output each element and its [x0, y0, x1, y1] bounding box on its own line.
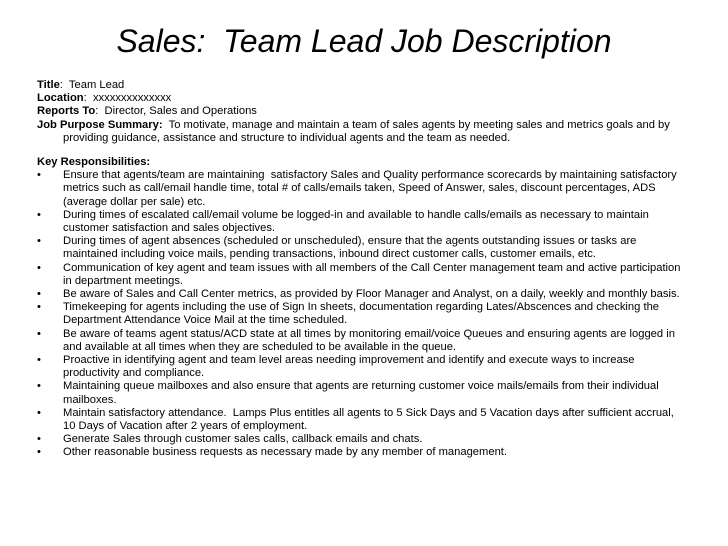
field-reports-to: [37, 105, 687, 118]
responsibility-text: Be aware of teams agent status/ACD state at all times by monitoring email/voice Queues and ensuring agents are logged in and available at all times when they are scheduled to be available in the queue.: [63, 327, 679, 353]
responsibilities-heading: Key Responsibilities:: [37, 156, 151, 169]
responsibility-item: [37, 262, 687, 288]
responsibility-text: Proactive in identifying agent and team level areas needing improvement and identify and execute ways to increase productivity and compliance.: [63, 354, 638, 380]
responsibility-item: [37, 433, 687, 446]
responsibility-text: Maintain satisfactory attendance. Lamps Plus entitles all agents to 5 Sick Days and 5 Vacation days after sufficient accrual, 10 Days of Vacation after 2 years of employment.: [63, 406, 677, 433]
responsibility-text: During times of agent absences (scheduled or unscheduled), ensure that the agents outstanding issues or tasks are maintained including voice mails, pending transactions, inbound direct customer calls, customer emails, etc.: [63, 235, 640, 261]
responsibility-item: [37, 354, 687, 380]
responsibility-item: [37, 288, 687, 301]
field-location: [37, 92, 687, 105]
field-location-label: Location: [37, 92, 84, 105]
responsibility-item: [37, 446, 687, 459]
bullet-icon: •: [37, 235, 41, 248]
bullet-icon: •: [37, 327, 41, 340]
responsibility-item: [37, 328, 687, 354]
responsibility-text: Maintaining queue mailboxes and also ensure that agents are returning customer voice mails/emails from their individual mailboxes.: [63, 380, 662, 406]
bullet-icon: •: [37, 380, 41, 393]
bullet-icon: •: [37, 288, 41, 301]
responsibility-text: Generate Sales through customer sales calls, callback emails and chats.: [63, 433, 423, 446]
slide-body: [37, 79, 687, 460]
responsibility-text: Be aware of Sales and Call Center metrics, as provided by Floor Manager and Analyst, on a daily, weekly and monthly basis.: [63, 288, 680, 301]
responsibility-text: During times of escalated call/email volume be logged-in and available to handle calls/emails as necessary to maintain customer satisfaction and sales objectives.: [63, 208, 652, 235]
responsibility-item: [37, 209, 687, 235]
bullet-icon: •: [37, 406, 41, 419]
bullet-icon: •: [37, 261, 41, 274]
responsibility-item: [37, 301, 687, 327]
responsibilities-list: [37, 169, 687, 459]
bullet-icon: •: [37, 433, 41, 446]
field-title-label: Title: [37, 79, 60, 91]
bullet-icon: •: [37, 208, 41, 221]
bullet-icon: •: [37, 169, 41, 182]
field-title-value: : Team Lead: [59, 79, 125, 91]
responsibility-item: [37, 169, 687, 209]
responsibility-item: [37, 235, 687, 261]
responsibility-item: [37, 407, 687, 433]
field-title: [37, 79, 687, 92]
responsibility-text: Timekeeping for agents including the use of Sign In sheets, documentation regarding Lates/Abscences and checking the Department Attendance Voice Mail at the time scheduled.: [63, 301, 663, 327]
bullet-icon: •: [37, 301, 41, 314]
field-job-purpose-value: To motivate, manage and maintain a team of sales agents by meeting sales and metrics goals and by providing guidance, assistance and structure to individual agents and the team as needed.: [63, 118, 673, 144]
field-location-value: : xxxxxxxxxxxxxx: [83, 92, 172, 105]
responsibility-text: Ensure that agents/team are maintaining satisfactory Sales and Quality performance scorecards by maintaining satisfactory metrics such as call/email handle time, total # of calls/emails taken, Speed of Answer, sales, discount percentages, ADS (average dollar per sale) etc.: [63, 169, 680, 208]
field-reports-to-label: Reports To: [37, 105, 96, 118]
responsibility-text: Other reasonable business requests as necessary made by any member of management.: [63, 446, 508, 459]
bullet-icon: •: [37, 354, 41, 367]
responsibility-text: Communication of key agent and team issues with all members of the Call Center management team and active participation in department meetings.: [63, 261, 684, 287]
responsibility-item: [37, 380, 687, 406]
slide-title: Sales: Team Lead Job Description: [116, 23, 612, 59]
field-job-purpose-label: Job Purpose Summary:: [37, 118, 163, 131]
field-reports-to-value: : Director, Sales and Operations: [95, 105, 257, 118]
bullet-icon: •: [37, 446, 41, 459]
field-job-purpose: [37, 119, 687, 145]
